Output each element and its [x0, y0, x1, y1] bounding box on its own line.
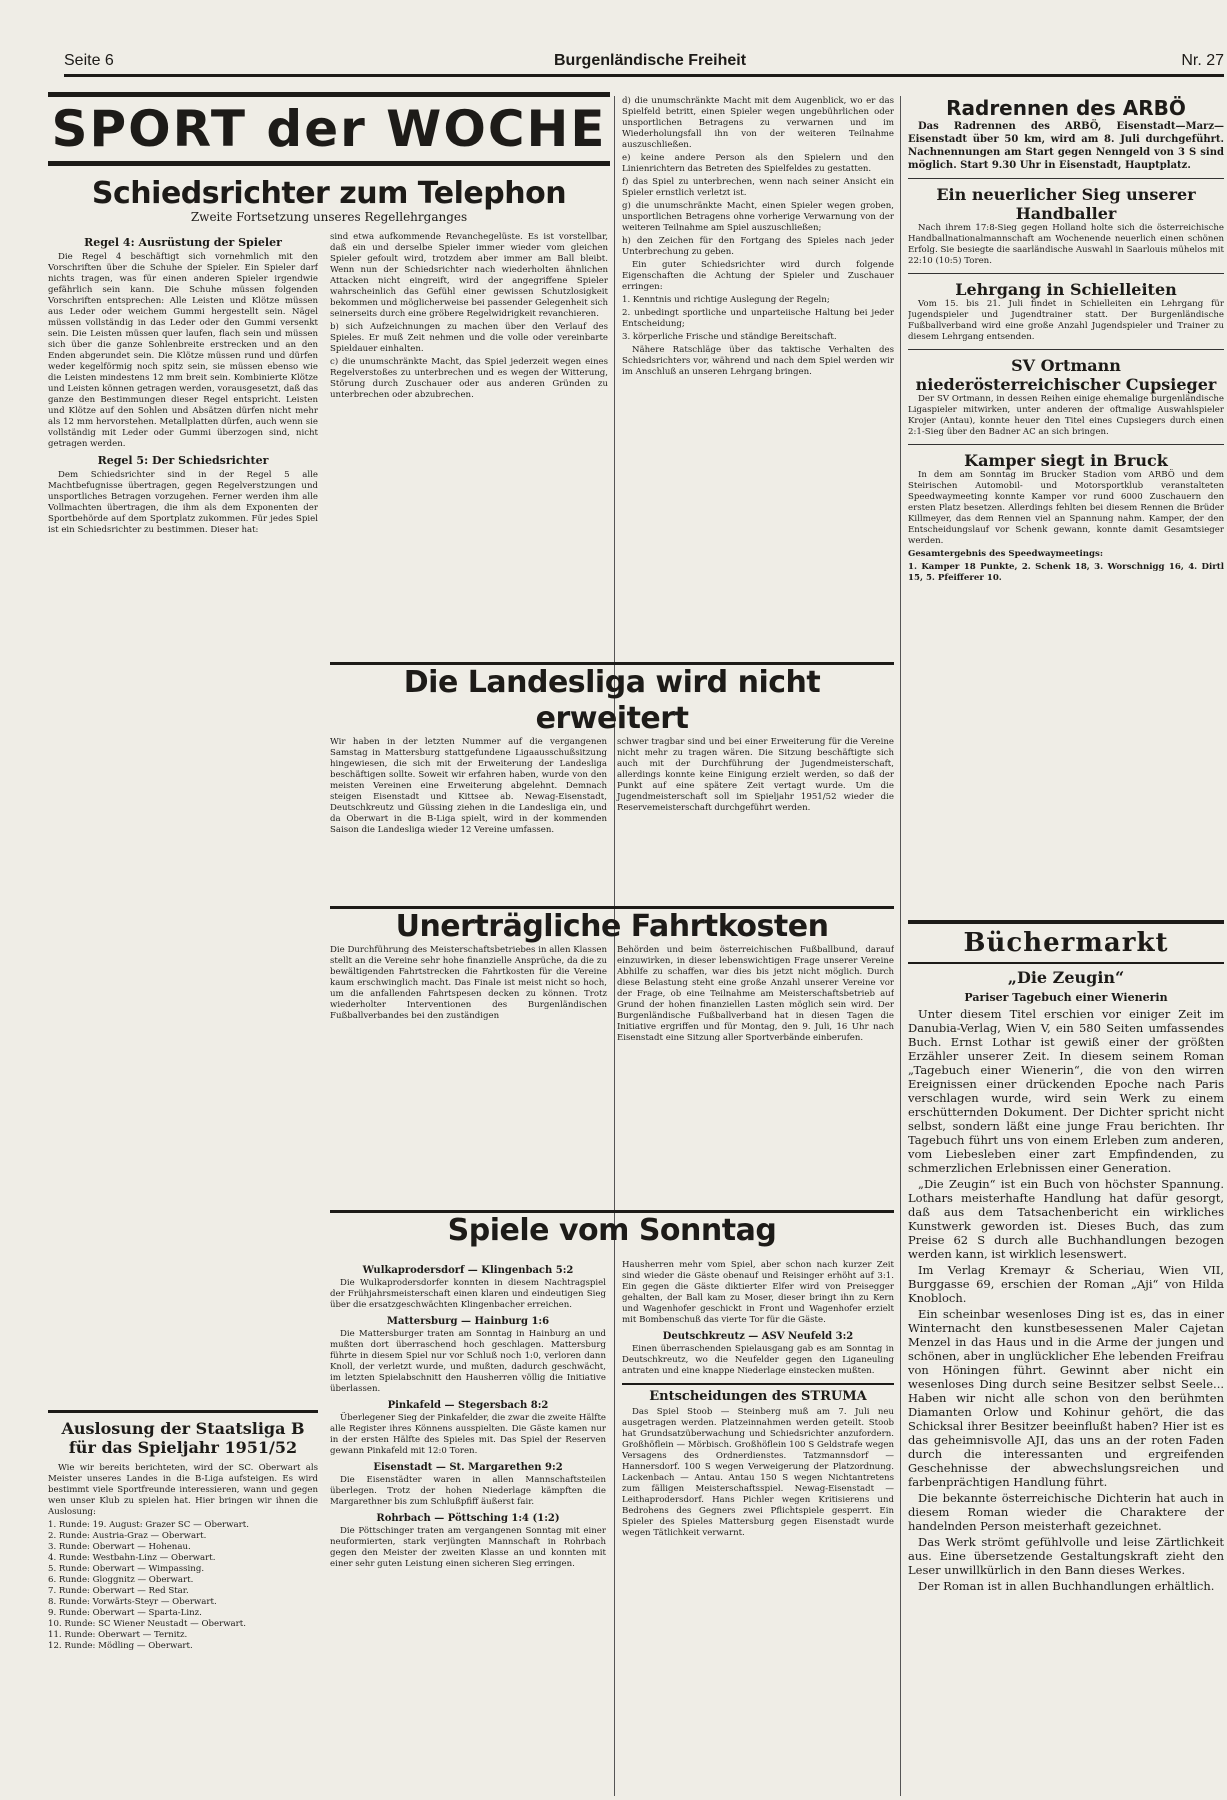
list-h: h) den Zeichen für den Fortgang des Spieles nach jeder Unterbrechung zu geben.: [622, 236, 894, 257]
kamper-result: 1. Kamper 18 Punkte, 2. Schenk 18, 3. Worschnigg 16, 4. Dirtl 15, 5. Pfeifferer 10.: [908, 562, 1224, 583]
radrennen-title: Radrennen des ARBÖ: [946, 96, 1186, 120]
game-heading: Eisenstadt — St. Margarethen 9:2: [373, 1462, 563, 1473]
sonntag-header: [330, 1210, 894, 1256]
staatsliga-article: [48, 1410, 318, 1790]
game-report: Überlegener Sieg der Pinkafelder, die zwar die zweite Hälfte alle Register ihres Könnens ausspielten. Die Gäste kamen nur in der ersten Hälfte des Spieles mit. Das Spiel der Reserven gewann Pinkafeld mit 12:0 Toren.: [330, 1413, 606, 1456]
game-report: Einen überraschenden Spielausgang gab es am Sonntag in Deutschkreutz, wo die Neufelder gegen den Liganeuling antraten und eine knappe Niederlage einstecken mußten.: [622, 1344, 894, 1376]
newspaper-name: Burgenländische Freiheit: [554, 52, 747, 69]
list-d: d) die unumschränkte Macht mit dem Augenblick, wo er das Spielfeld betritt, einen Spieler wegen ungebührlichen oder unsportlichen Betragens zu verwarnen und im Wiederholungsfall ihn von der weiteren Teilnahme auszuschließen.: [622, 96, 894, 150]
book-p7: Der Roman ist in allen Buchhandlungen erhältlich.: [918, 1579, 1215, 1593]
book-p1: Unter diesem Titel erschien vor einiger Zeit im Danubia-Verlag, Wien V, ein 580 Seiten umfassendes Buch. Ernst Lothar ist gewiß einer der größten Erzähler unserer Zeit. In diesem seinem Roman „Tagebuch einer Wienerin“, die von den wirren Ereignissen einer drückenden Epoche nach Paris verschlagen wurde, wird sein Werk zu einem erschütternden Dokument. Der Dichter spricht nicht selbst, sondern läßt eine junge Frau berichten. Ihr Tagebuch führt uns von einem Erleben zum anderen, vom Liebesleben einer zart Empfindenden, zu schmerzlichen Erlebnissen einer Generation.: [908, 1007, 1224, 1175]
rule5-heading: Regel 5: Der Schiedsrichter: [97, 454, 269, 467]
game-heading: Rohrbach — Pöttsching 1:4 (1:2): [376, 1513, 560, 1524]
rule4-heading: Regel 4: Ausrüstung der Spieler: [84, 236, 282, 249]
round-item: 8. Runde: Vorwärts-Steyr — Oberwart.: [48, 1597, 217, 1607]
round-item: 3. Runde: Oberwart — Hohenau.: [48, 1542, 191, 1552]
list-g: g) die unumschränkte Macht, einen Spieler wegen groben, unsportlichen Betragens ohne vorherige Verwarnung von der weiteren Teilnahme am Spiel auszuschließen;: [622, 201, 894, 233]
kamper-result-heading: Gesamtergebnis des Speedwaymeetings:: [908, 549, 1104, 559]
quality-3: 3. körperliche Frische und ständige Bereitschaft.: [622, 332, 837, 342]
lehrgang-title: Lehrgang in Schielleiten: [955, 280, 1177, 299]
sonntag-column-right: [622, 1260, 894, 1790]
landesliga-title: Die Landesliga wird nicht erweitert: [403, 665, 821, 736]
telephon-subtitle-row: [48, 212, 610, 230]
round-item: 11. Runde: Oberwart — Ternitz.: [48, 1630, 188, 1640]
handball-text: Nach ihrem 17:8-Sieg gegen Holland holte sich die österreichische Handballnationalmannschaft am Wochenende neuerlich einen schönen Erfolg. Sie besiegte die saarländische Auswahl in Saarlouis mühelos mit 22:10 (10:5) Toren.: [908, 223, 1224, 266]
book-p4: Ein scheinbar wesenloses Ding ist es, das in einer Winternacht den kunstbesessenen Maler Cajetan Menzel in das Haus und in die Arme der jungen und schönen, aber in unglücklicher Ehe lebenden Freifrau von Höningen führt. Gewinnt aber nicht ein wesenloses Ding durch seine Besitzer selbst Seele... Haben wir nicht alle schon von den berühmten Diamanten Orlow und Kohinur gehört, die das Schicksal ihrer Besitzer beeinflußt haben? Hier ist es das geheimnisvolle AJI, das uns an der roten Faden durch die interessanten und ergreifenden Geschehnisse der abwechslungsreichen und farbenprächtigen Handlung führt.: [908, 1307, 1224, 1489]
round-item: 4. Runde: Westbahn-Linz — Oberwart.: [48, 1553, 216, 1563]
book-p5: Die bekannte österreichische Dichterin hat auch in diesem Roman wieder die Charaktere der handelnden Person meisterhaft gezeichnet.: [908, 1491, 1224, 1533]
kamper-text: In dem am Sonntag im Brucker Stadion vom ARBÖ und dem Steirischen Automobil- und Motorsportklub veranstalteten Speedwaymeeting konnte Kamper vor rund 6000 Zuschauern den ersten Platz besetzen. Allerdings fehlten bei diesem Rennen die Brüder Killmeyer, das dem Rennen viel an Spannung nahm. Kamper, der den Entscheidungslauf vor Schenk gewann, konnte damit Gesamtsieger werden.: [908, 470, 1224, 546]
rounds-list: [48, 1520, 318, 1652]
fahrtkosten-article: [330, 906, 894, 1206]
closing-text: Nähere Ratschläge über das taktische Verhalten des Schiedsrichters vor, während und nach dem Spiel werden wir im Anschluß an unseren Lehrgang bringen.: [622, 345, 894, 377]
column-divider: [900, 96, 901, 1796]
round-item: 1. Runde: 19. August: Grazer SC — Oberwart.: [48, 1520, 249, 1530]
ortmann-text: Der SV Ortmann, in dessen Reihen einige ehemalige burgenländische Ligaspieler mitwirken, unter anderen der oftmalige Auswahlspieler Krojer (Antau), konnte heuer den Titel eines Cupsiegers durch einen 2:1-Sieg über den Badner AC an sich bringen.: [908, 394, 1224, 437]
quality-2: 2. unbedingt sportliche und unparteiische Haltung bei jeder Entscheidung;: [622, 308, 894, 329]
round-item: 9. Runde: Oberwart — Sparta-Linz.: [48, 1608, 202, 1618]
page-number: Seite 6: [64, 52, 114, 69]
telephon-column-3: [622, 96, 894, 656]
landesliga-article: [330, 662, 894, 900]
quality-1: 1. Kenntnis und richtige Auslegung der Regeln;: [622, 295, 830, 305]
list-b: b) sich Aufzeichnungen zu machen über den Verlauf des Spieles. Er muß Zeit nehmen und die volle oder vereinbarte Spieldauer einhalten.: [330, 322, 608, 354]
fahrtkosten-text-left: Die Durchführung des Meisterschaftsbetriebes in allen Klassen stellt an die Vereine sehr hohe finanzielle Ansprüche, da die zu bewältigenden Fahrtstrecken die Fahrtkosten für die Vereine kaum erschwinglich macht. Das Finale ist meist nicht so hoch, um die anfallenden Fahrtspesen decken zu können. Trotz wiederholter Interventionen des Burgenländischen Fußballverbandes bei den zuständigen: [330, 945, 607, 1021]
round-item: 10. Runde: SC Wiener Neustadt — Oberwart.: [48, 1619, 246, 1629]
game-heading: Deutschkreutz — ASV Neufeld 3:2: [662, 1331, 854, 1342]
game-heading: Wulkaprodersdorf — Klingenbach 5:2: [362, 1265, 574, 1276]
telephon-title: Schiedsrichter zum Telephon: [91, 176, 567, 210]
rule4-text: Die Regel 4 beschäftigt sich vornehmlich mit den Vorschriften über die Schuhe der Spieler. Ein Spieler darf nichts tragen, was für einen anderen Spieler irgendwie gefährlich sein kann. Die Schuhe müssen folgenden Vorschriften entsprechen: Alle Leisten und Klötze müssen aus Leder oder weichem Gummi hergestellt sein. Nägel müssen vollständig in das Leder oder den Gummi versenkt sein. Die Leisten müssen quer laufen, flach sein und müssen sich über die ganze Sohlenbreite erstrecken und an den Enden abgerundet sein. Die Klötze müssen rund und dürfen weder kegelförmig noch spitz sein, sie müssen ebenso wie die Leisten mindestens 12 mm breit sein. Kombinierte Klötze und Leisten können getragen werden, vorausgesetzt, daß das ganze den Bestimmungen dieser Regel entspricht. Leisten und Klötze auf den Sohlen und Absätzen dürfen nicht mehr als 12 mm hervorstehen. Metallplatten dürfen, auch wenn sie vollständig mit Leder oder Gummi überzogen sind, nicht getragen werden.: [48, 252, 318, 449]
game-report: Die Pöttschinger traten am vergangenen Sonntag mit einer neuformierten, stark verjüngten Mannschaft in Rohrbach gegen den Meister der zweiten Klasse an und konnten mit einer sehr guten Leistung einen sicheren Sieg erringen.: [330, 1526, 606, 1569]
kamper-title: Kamper siegt in Bruck: [964, 451, 1168, 470]
game-report: Die Wulkaprodersdorfer konnten in diesem Nachtragspiel der Frühjahrsmeisterschaft einen klaren und eindeutigen Sieg über die ersatzgeschwächten Klingenbacher erreichen.: [330, 1278, 606, 1310]
game-report: Die Eisenstädter waren in allen Mannschaftsteilen überlegen. Trotz der hohen Niederlage kämpften die Margarethner bis zum Schlußpfiff äußerst fair.: [330, 1475, 606, 1507]
round-item: 2. Runde: Austria-Graz — Oberwart.: [48, 1531, 207, 1541]
struma-title: Entscheidungen des STRUMA: [649, 1389, 867, 1404]
header-rule: [64, 74, 1224, 77]
sonntag-right-top: Hausherren mehr vom Spiel, aber schon nach kurzer Zeit sind wieder die Gäste obenauf und Reisinger erhöht auf 3:1. Ein gegen die Gäste diktierter Elfer wird von Preisegger gehalten, der Ball kam zu Moser, dieser bringt ihn zu Kern und Wagenhofer geschickt in Front und Wagenhofer erzielt mit Bombenschuß das vierte Tor für die Gäste.: [622, 1260, 894, 1325]
book-p2: „Die Zeugin“ ist ein Buch von höchster Spannung. Lothars meisterhafte Handlung hat dafür gesorgt, daß aus dem Tatsachenbericht ein wirkliches Kunstwerk geworden ist. Dieses Buch, das zum Preise 62 S durch alle Buchhandlungen bezogen werden kann, ist wirklich lesenswert.: [908, 1177, 1224, 1261]
round-item: 5. Runde: Oberwart — Wimpassing.: [48, 1564, 205, 1574]
continued-text: sind etwa aufkommende Revanchegelüste. Es ist vorstellbar, daß ein und derselbe Spieler immer wieder vom gleichen Spieler gefoult wird, trotzdem aber immer am Ball bleibt. Wenn nun der Schiedsrichter nach wiederholten ähnlichen Attacken nicht eingreift, wird der angegriffene Spieler wahrscheinlich das Gefühl einer gewissen Schutzlosigkeit bekommen und möglicherweise bei passender Gelegenheit sich seinerseits durch eine gröbere Regelwidrigkeit revanchieren.: [330, 232, 608, 319]
buchermarkt-title: Büchermarkt: [963, 928, 1169, 958]
lehrgang-text: Vom 15. bis 21. Juli findet in Schielleiten ein Lehrgang für Jugendspieler und Jugendtrainer statt. Der Burgenländische Fußballverband wird eine große Anzahl Jugendspieler und Trainer zu diesem Lehrgang entsenden.: [908, 299, 1224, 342]
issue-number: Nr. 27: [1181, 52, 1224, 69]
staatsliga-title: Auslosung der Staatsliga B für das Spieljahr 1951/52: [61, 1419, 305, 1457]
list-c: c) die unumschränkte Macht, das Spiel jederzeit wegen eines Regelverstoßes zu unterbrechen und es wegen der Witterung, Störung durch Zuschauer oder aus anderen Gründen zu unterbrechen oder abzubrechen.: [330, 357, 608, 400]
list-f: f) das Spiel zu unterbrechen, wenn nach seiner Ansicht ein Spieler ernstlich verletzt ist.: [622, 177, 894, 198]
landesliga-text-left: Wir haben in der letzten Nummer auf die vergangenen Samstag in Mattersburg stattgefundene Ligaausschußsitzung hingewiesen, die sich mit der Erweiterung der Landesliga beschäftigen sollte. Soweit wir erfahren haben, wurde von den meisten Vereinen eine Erweiterung abgelehnt. Demnach steigen Eisenstadt und Kittsee ab. Newag-Eisenstadt, Deutschkreutz und Güssing ziehen in die Landesliga ein, und da Oberwart in die B-Liga spielt, wird in der kommenden Saison die Landesliga wieder 12 Vereine umfassen.: [330, 737, 607, 835]
fahrtkosten-text-right: Behörden und beim österreichischen Fußballbund, darauf einzuwirken, in dieser lebenswichtigen Frage unserer Vereine Abhilfe zu schaffen, war dies bis jetzt nicht möglich. Durch diese Belastung steht eine große Anzahl unserer Vereine vor der Frage, ob eine Teilnahme am Meisterschaftsbetrieb auf Grund der hohen finanziellen Lasten möglich sein wird. Der Burgenländische Fußballverband hat in diesen Tagen die Initiative ergriffen und für Montag, den 9. Juli, 16 Uhr nach Eisenstadt eine Sitzung aller Sportverbände einberufen.: [617, 945, 894, 1043]
telephon-column-2: [330, 232, 608, 652]
page-header: [64, 50, 1224, 74]
game-heading: Mattersburg — Hainburg 1:6: [386, 1316, 550, 1327]
telephon-column-1: [48, 232, 318, 1397]
sonntag-title: Spiele vom Sonntag: [447, 1213, 777, 1248]
telephon-subtitle: Zweite Fortsetzung unseres Regellehrganges: [190, 212, 468, 224]
book-p6: Das Werk strömt gefühlvolle und leise Zärtlichkeit aus. Eine übersetzende Gestaltungskraft zieht den Leser unwillkürlich in den Bann dieses Werkes.: [908, 1535, 1224, 1577]
landesliga-text-right: schwer tragbar sind und bei einer Erweiterung für die Vereine nicht mehr zu tragen wären. Die Sitzung beschäftigte sich auch mit der Durchführung der Jugendmeisterschaft, allerdings konnte keine Einigung erzielt werden, so daß der Punkt auf eine spätere Zeit vertagt wurde. Um die Jugendmeisterschaft soll im Spieljahr 1951/52 wieder die Reservemeisterschaft durchgeführt werden.: [617, 737, 894, 813]
round-item: 7. Runde: Oberwart — Red Star.: [48, 1586, 189, 1596]
masthead: [48, 92, 610, 210]
fahrtkosten-title: Unerträgliche Fahrtkosten: [395, 909, 829, 944]
sonntag-column-left: [330, 1260, 606, 1790]
round-item: 12. Runde: Mödling — Oberwart.: [48, 1641, 193, 1651]
right-column-top: [908, 96, 1224, 916]
qualities-intro: Ein guter Schiedsrichter wird durch folgende Eigenschaften die Achtung der Spieler und Zuschauer erringen:: [622, 260, 894, 292]
struma-text: Das Spiel Stoob — Steinberg muß am 7. Juli neu ausgetragen werden. Platzeinnahmen werden geteilt. Stoob hat Grundsatzüberwachung und Schiedsrichter anzufordern. Großhöflein — Mörbisch. Großhöflein 100 S Geldstrafe wegen Versagens des Ordnerdienstes. Tatzmannsdorf — Hannersdorf. 100 S wegen Verweigerung der Platzordnung. Lackenbach — Antau. Antau 150 S wegen Nichtantretens zum fälligen Meisterschaftsspiel. Newag-Eisenstadt — Leithaprodersdorf. Hans Pichler wegen Kritisierens und Bedrohens des Gegners zwei Pflichtspiele gesperrt. Ein Spieler des Spieles Mattersburg gegen Eisenstadt wurde wegen Tätlichkeit verwarnt.: [622, 1407, 894, 1538]
buchermarkt-article: [908, 920, 1224, 1790]
book-p3: Im Verlag Kremayr & Scheriau, Wien VII, Burggasse 69, erschien der Roman „Aji“ von Hilda Knobloch.: [908, 1263, 1224, 1305]
list-e: e) keine andere Person als den Spielern und den Linienrichtern das Betreten des Spielfeldes zu gestatten.: [622, 153, 894, 174]
masthead-title: SPORT der WOCHE: [51, 100, 607, 158]
ortmann-title: SV Ortmann niederösterreichischer Cupsieger: [915, 356, 1217, 394]
staatsliga-intro: Wie wir bereits berichteten, wird der SC. Oberwart als Meister unseres Landes in die B-Liga aufsteigen. Es wird bestimmt viele Sportfreunde interessieren, wann und gegen wen unser Klub zu spielen hat. Hier bringen wir ihnen die Auslosung:: [48, 1463, 318, 1517]
round-item: 6. Runde: Gloggnitz — Oberwart.: [48, 1575, 194, 1585]
book-title: „Die Zeugin“: [1007, 968, 1125, 987]
radrennen-text: Das Radrennen des ARBÖ, Eisenstadt—Marz—Eisenstadt über 50 km, wird am 8. Juli durchgeführt. Nachnennungen am Start gegen Nenngeld von 3 S sind möglich. Start 9.30 Uhr in Eisenstadt, Hauptplatz.: [908, 121, 1224, 171]
handball-title: Ein neuerlicher Sieg unserer Handballer: [936, 185, 1196, 223]
game-heading: Pinkafeld — Stegersbach 8:2: [387, 1400, 549, 1411]
book-subtitle: Pariser Tagebuch einer Wienerin: [964, 991, 1168, 1004]
game-report: Die Mattersburger traten am Sonntag in Hainburg an und mußten dort überraschend hoch geschlagen. Mattersburg führte in diesem Spiel nur vor Schluß noch 1:0, verloren dann Knoll, der verletzt wurde, und mußten, dadurch geschwächt, im letzten Spielabschnitt den Hausherren völlig die Initiative überlassen.: [330, 1329, 606, 1394]
rule5-text: Dem Schiedsrichter sind in der Regel 5 alle Machtbefugnisse übertragen, gegen Regelverstzungen und unsportliches Betragen vorzugehen. Ferner werden ihm alle Vollmachten übertragen, die ihm als dem Exponenten der Sportbehörde auf dem Sportplatz zukommen. Für jedes Spiel ist ein Schiedsrichter zu bestimmen. Dieser hat:: [48, 470, 318, 535]
